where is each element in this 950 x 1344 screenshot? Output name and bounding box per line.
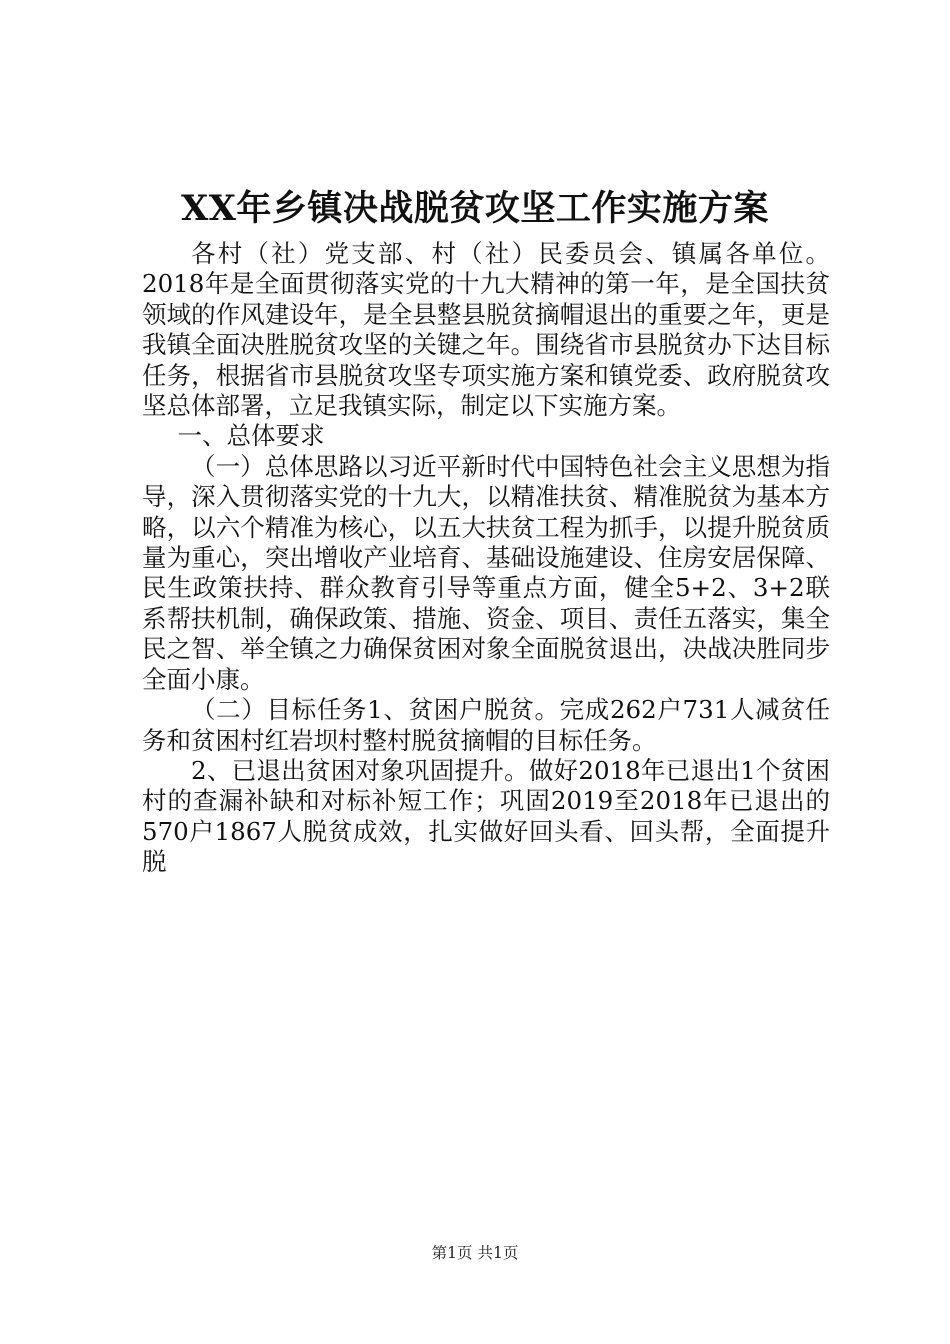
- paragraph-consolidation: 2、已退出贫困对象巩固提升。做好2018年已退出1个贫困村的查漏补缺和对标补短工作；巩固2019至2018年已退出的570户1867人脱贫成效，扎实做好回头看、回头帮，全面提升脱: [142, 755, 830, 877]
- section-heading-general-requirements: 一、总体要求: [177, 421, 325, 451]
- paragraph-target-tasks: （二）目标任务1、贫困户脱贫。完成262户731人减贫任务和贫困村红岩坝村整村脱贫摘帽的目标任务。: [142, 695, 830, 755]
- page-footer: 第1页 共1页: [431, 1244, 519, 1262]
- paragraph-intro: 各村（社）党支部、村（社）民委员会、镇属各单位。2018年是全面贯彻落实党的十九大精神的第一年，是全国扶贫领域的作风建设年，是全县整县脱贫摘帽退出的重要之年，更是我镇全面决胜脱贫攻坚的关键之年。围绕省市县脱贫办下达目标任务，根据省市县脱贫攻坚专项实施方案和镇党委、政府脱贫攻坚总体部署，立足我镇实际，制定以下实施方案。: [142, 239, 830, 421]
- paragraph-overall-approach: （一）总体思路以习近平新时代中国特色社会主义思想为指导，深入贯彻落实党的十九大，以精准扶贫、精准脱贫为基本方略，以六个精准为核心，以五大扶贫工程为抓手，以提升脱贫质量为重心，突出增收产业培育、基础设施建设、住房安居保障、民生政策扶持、群众教育引导等重点方面，健全5+2、3+2联系帮扶机制，确保政策、措施、资金、项目、责任五落实，集全民之智、举全镇之力确保贫困对象全面脱贫退出，决战决胜同步全面小康。: [142, 451, 830, 694]
- page-title: XX年乡镇决战脱贫攻坚工作实施方案: [181, 188, 769, 229]
- document-body: [142, 239, 830, 878]
